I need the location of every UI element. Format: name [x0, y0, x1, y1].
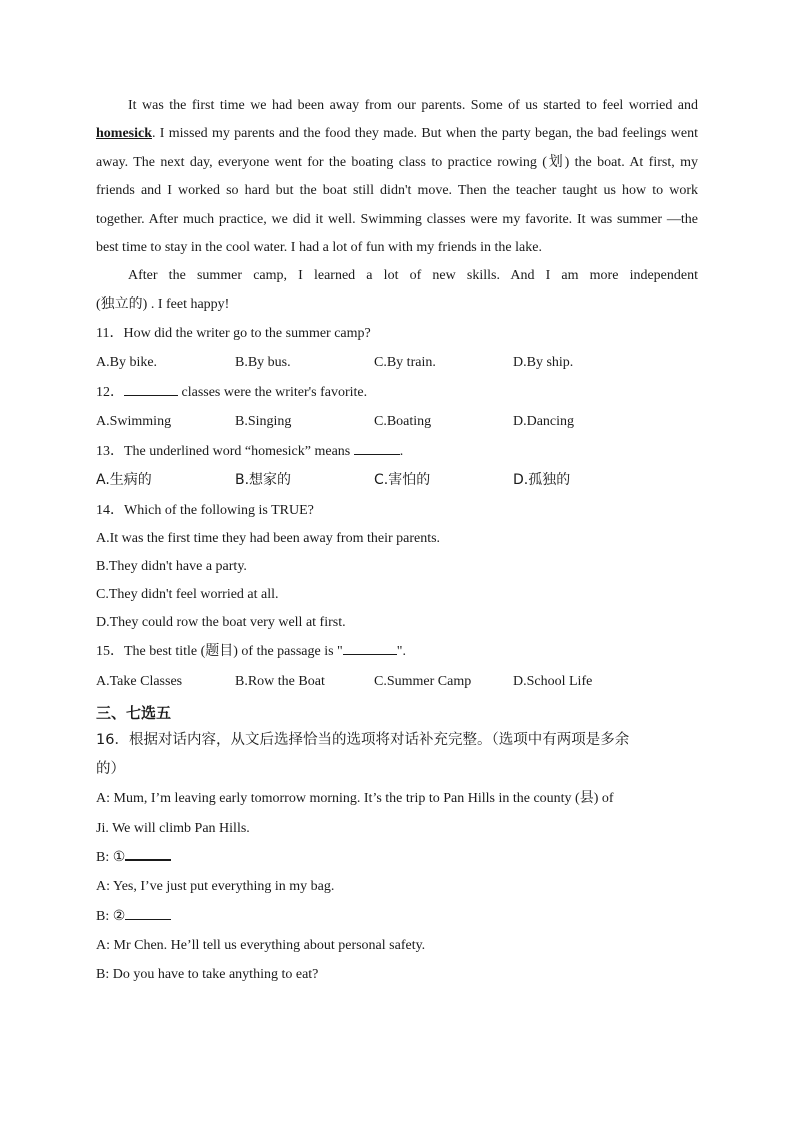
passage-paragraph-2-end: (独立的) . I feet happy!: [96, 296, 230, 312]
option-d[interactable]: D.School Life: [513, 673, 593, 689]
question-15: [96, 637, 698, 667]
question-15-options: [96, 667, 698, 697]
question-number: 12．: [96, 384, 124, 400]
dialogue-line: A: Mum, I’m leaving early tomorrow morning. It’s the trip to Pan Hills in the county (县) of: [96, 791, 614, 807]
section-instruction-end: 的）: [96, 761, 125, 778]
question-14: [96, 496, 698, 526]
answer-blank[interactable]: [354, 442, 400, 455]
dialogue-line: A: Yes, I’ve just put everything in my bag.: [96, 879, 335, 895]
option-d[interactable]: D.Dancing: [513, 414, 575, 430]
question-11-options: [96, 348, 698, 378]
question-13: [96, 437, 698, 467]
option-a[interactable]: A.Take Classes: [96, 673, 183, 689]
question-stem: 11．How did the writer go to the summer camp?: [96, 325, 371, 341]
question-12: [96, 378, 698, 408]
option-b[interactable]: B.想家的: [235, 472, 292, 489]
option-b[interactable]: B.They didn't have a party.: [96, 559, 247, 575]
question-stem-end: .: [399, 443, 404, 459]
option-c[interactable]: C.By train.: [374, 355, 436, 371]
option-a[interactable]: A.It was the first time they had been away from their parents.: [96, 531, 441, 547]
section-instruction: 16．根据对话内容，从文后选择恰当的选项将对话补充完整。（选项中有两项是多余: [96, 732, 630, 749]
question-13-options: [96, 466, 698, 496]
option-b[interactable]: B.By bus.: [235, 355, 291, 371]
question-stem: 13．The underlined word “homesick” means: [96, 443, 354, 459]
option-c[interactable]: C.害怕的: [374, 472, 431, 489]
passage-paragraph-2: After the summer camp, I learned a lot of new skills. And I am more independent: [128, 268, 698, 284]
question-stem: 14．Which of the following is TRUE?: [96, 502, 314, 518]
passage-paragraph-1: [96, 92, 698, 262]
question-11: [96, 319, 698, 349]
option-d[interactable]: D.They could row the boat very well at first.: [96, 615, 346, 631]
dialogue-blank-2[interactable]: [125, 907, 171, 920]
homesick-keyword: homesick: [96, 126, 152, 142]
dialogue-line: A: Mr Chen. He’ll tell us everything about personal safety.: [96, 937, 426, 953]
question-stem: classes were the writer's favorite.: [178, 384, 368, 400]
option-d[interactable]: D.孤独的: [513, 472, 571, 489]
option-c[interactable]: C.Boating: [374, 414, 432, 430]
question-stem: 15．The best title (题目) of the passage is ": [96, 644, 343, 660]
option-b[interactable]: B.Row the Boat: [235, 673, 325, 689]
dialogue-line-blank-2: [96, 902, 698, 931]
question-stem-end: ".: [396, 644, 406, 660]
dialogue-speaker: B: ①: [96, 849, 126, 865]
answer-blank[interactable]: [343, 642, 397, 655]
dialogue-line-blank-1: [96, 843, 698, 872]
passage-text: . I missed my parents and the food they made. But when the party began, the bad feelings went away. The next day, everyone went for the boating class to practice rowing (划) the boat. At first, my friends and I worked so hard but the boat still didn't move. Then the teacher taught us how to work together. After much practice, we did it well. Swimming classes were my favorite. It was summer —the best time to stay in the cool water. I had a lot of fun with my friends in the lake.: [96, 126, 698, 256]
option-c[interactable]: C.Summer Camp: [374, 673, 472, 689]
dialogue-speaker: B: ②: [96, 908, 126, 924]
option-a[interactable]: A.Swimming: [96, 414, 172, 430]
dialogue-line: Ji. We will climb Pan Hills.: [96, 820, 250, 836]
question-12-options: [96, 407, 698, 437]
option-c[interactable]: C.They didn't feel worried at all.: [96, 587, 279, 603]
answer-blank[interactable]: [124, 383, 178, 396]
worksheet-content: [96, 92, 698, 989]
option-a[interactable]: A.生病的: [96, 472, 152, 489]
option-b[interactable]: B.Singing: [235, 414, 292, 430]
dialogue-blank-1[interactable]: [125, 847, 171, 861]
option-d[interactable]: D.By ship.: [513, 355, 574, 371]
passage-text: It was the first time we had been away from our parents. Some of us started to feel worried and: [128, 98, 698, 113]
option-a[interactable]: A.By bike.: [96, 355, 158, 371]
section-heading: 三、七选五: [96, 704, 172, 723]
dialogue-line: B: Do you have to take anything to eat?: [96, 967, 319, 983]
